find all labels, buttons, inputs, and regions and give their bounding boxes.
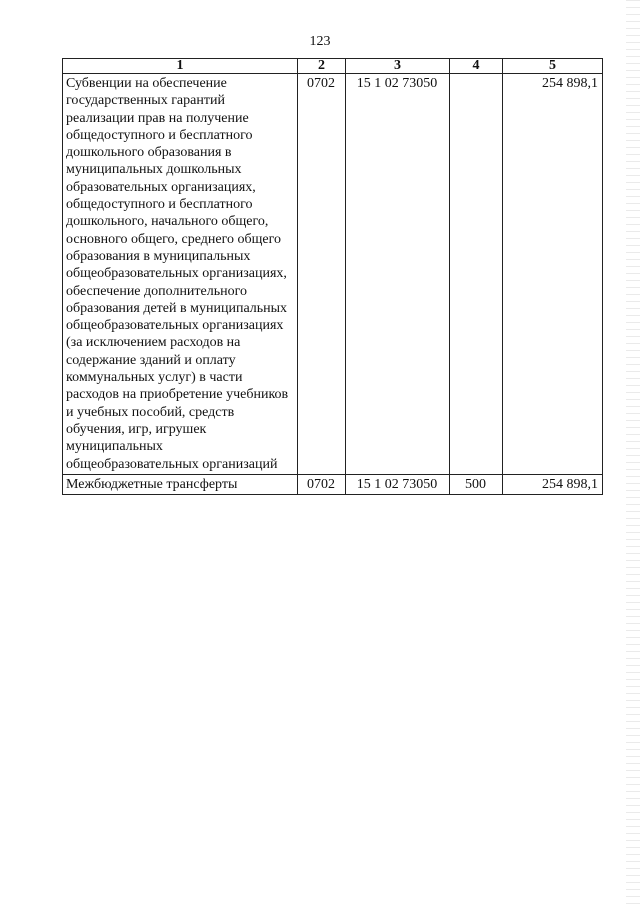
scan-edge-artifact [626, 0, 640, 905]
budget-table [62, 58, 603, 495]
row-amount: 254 898,1 [503, 74, 603, 475]
table-row [63, 74, 603, 475]
row-name: Субвенции на обеспечение государственных гарантий реализации прав на получение общедоступного и бесплатного дошкольного образования в муниципальных дошкольных образовательных организациях, общедоступного и бесплатного дошкольного, начального общего, основного общего, среднего общего образования в муниципальных общеобразовательных организациях, обеспечение дополнительного образования детей в муниципальных общеобразовательных организациях (за исключением расходов на содержание зданий и оплату коммунальных услуг) в части расходов на приобретение учебников и учебных пособий, средств обучения, игр, игрушек муниципальных общеобразовательных организаций [63, 74, 298, 475]
row-target-code: 15 1 02 73050 [346, 74, 450, 475]
row-name: Межбюджетные трансферты [63, 474, 298, 494]
header-col-5: 5 [503, 59, 603, 74]
row-amount: 254 898,1 [503, 474, 603, 494]
header-col-3: 3 [346, 59, 450, 74]
header-col-1: 1 [63, 59, 298, 74]
row-section-code: 0702 [298, 474, 346, 494]
row-type-code: 500 [450, 474, 503, 494]
row-target-code: 15 1 02 73050 [346, 474, 450, 494]
table-header-row [63, 59, 603, 74]
row-type-code [450, 74, 503, 475]
page-number: 123 [309, 34, 331, 49]
row-section-code: 0702 [298, 74, 346, 475]
header-col-4: 4 [450, 59, 503, 74]
table-row [63, 474, 603, 494]
header-col-2: 2 [298, 59, 346, 74]
